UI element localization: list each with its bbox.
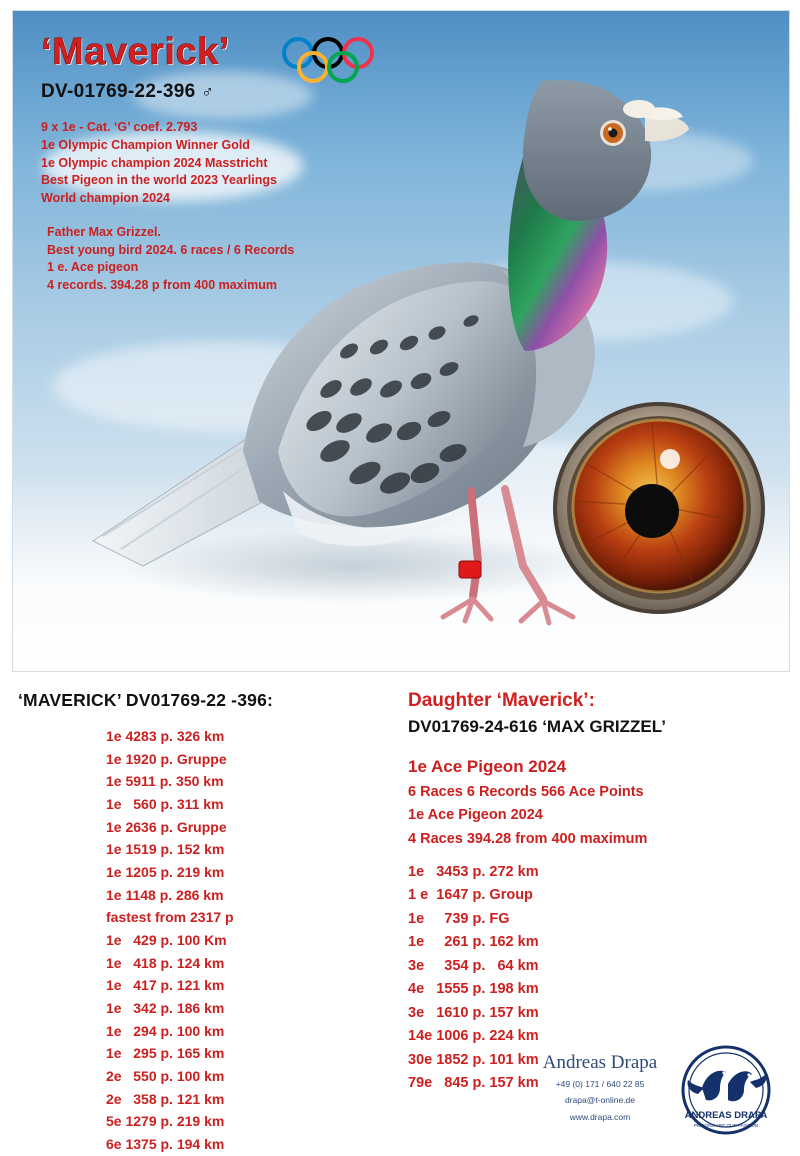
male-symbol-icon: ♂ (201, 82, 215, 101)
ring-number (41, 81, 294, 103)
left-column-title: ‘MAVERICK’ DV01769-22 -396: (18, 690, 274, 710)
achievement-item: 9 x 1e - Cat. ‘G’ coef. 2.793 (41, 120, 198, 134)
svg-text:PIGEONS ARE OUR PASSION: PIGEONS ARE OUR PASSION (693, 1123, 759, 1128)
father-info-item: Best young bird 2024. 6 races / 6 Records (47, 242, 295, 257)
result-row: 1e 418 p. 124 km (106, 954, 225, 971)
result-row: 1e 294 p. 100 km (106, 1022, 225, 1039)
result-row: 1e 417 p. 121 km (106, 977, 225, 994)
father-info-list (41, 224, 294, 295)
highlight-row: 6 Races 6 Records 566 Ace Points (408, 783, 644, 800)
page-title: ‘Maverick’ (41, 31, 230, 73)
result-row: 6e 1375 p. 194 km (106, 1136, 225, 1153)
right-column-title: Daughter ‘Maverick’: (408, 690, 595, 711)
result-row: 4e 1555 p. 198 km (408, 981, 539, 998)
result-row: 1e 3453 p. 272 km (408, 863, 539, 880)
result-row: 1e 261 p. 162 km (408, 934, 539, 951)
result-row: 5e 1279 p. 219 km (106, 1113, 225, 1130)
result-row: 1e 560 p. 311 km (106, 796, 224, 813)
olympic-rings-icon (278, 33, 378, 91)
achievement-item: Best Pigeon in the world 2023 Yearlings (41, 173, 277, 188)
result-row: 1e 1519 p. 152 km (106, 841, 225, 858)
father-info-item: 1 e. Ace pigeon (47, 260, 139, 275)
highlight-row: 4 Races 394.28 from 400 maximum (408, 830, 648, 847)
achievement-item: 1e Olympic Champion Winner Gold (41, 137, 250, 152)
result-row: 1e 1148 p. 286 km (106, 886, 224, 903)
result-row: 1e 2636 p. Gruppe (106, 818, 227, 835)
signature-name: Andreas Drapa (542, 1052, 658, 1073)
result-row: 2e 358 p. 121 km (106, 1090, 225, 1107)
result-row: 2e 550 p. 100 km (106, 1068, 225, 1085)
title-block (41, 33, 294, 295)
result-row: 1e 342 p. 186 km (106, 1000, 225, 1017)
result-row: 1e 5911 p. 350 km (106, 773, 224, 790)
result-row: 1e 4283 p. 326 km (106, 728, 225, 744)
contact-phone: +49 (0) 171 / 640 22 85 (555, 1079, 645, 1089)
signature-block (520, 1052, 680, 1123)
result-row: 1e 295 p. 165 km (106, 1045, 225, 1062)
right-column (408, 690, 788, 1096)
achievement-item: World champion 2024 (41, 191, 170, 205)
result-row: 79e 845 p. 157 km (408, 1075, 539, 1092)
result-row: fastest from 2317 p (106, 909, 234, 926)
father-info-item: Father Max Grizzel. (47, 224, 161, 239)
result-row: 14e 1006 p. 224 km (408, 1028, 539, 1045)
result-row: 30e 1852 p. 101 km (408, 1051, 539, 1068)
result-row: 3e 1610 p. 157 km (408, 1004, 539, 1021)
achievement-item: 1e Olympic champion 2024 Masstricht (41, 155, 268, 170)
father-info-item: 4 records. 394.28 p from 400 maximum (47, 278, 277, 292)
pigeon-photo-panel (12, 10, 790, 672)
result-row: 3e 354 p. 64 km (408, 957, 539, 974)
right-highlights-list (408, 753, 788, 851)
result-row: 1e 1920 p. Gruppe (106, 750, 227, 767)
footer (0, 1040, 800, 1130)
andreas-drapa-logo-icon (672, 1044, 780, 1136)
contact-email[interactable]: drapa@t-online.de (564, 1095, 636, 1106)
contact-website[interactable]: www.drapa.com (569, 1111, 631, 1122)
highlight-row: 1e Ace Pigeon 2024 (408, 757, 567, 776)
achievement-list (41, 119, 294, 208)
result-row: 1e 429 p. 100 Km (106, 932, 227, 949)
ring-number-text: DV-01769-22-396 (41, 81, 196, 102)
highlight-row: 1e Ace Pigeon 2024 (408, 807, 543, 824)
right-column-subtitle: DV01769-24-616 ‘MAX GRIZZEL’ (408, 717, 666, 736)
result-row: 1e 739 p. FG (408, 910, 510, 927)
pigeon-eye-image (552, 401, 767, 616)
result-row: 1e 1205 p. 219 km (106, 864, 225, 881)
svg-text:ANDREAS DRAPA: ANDREAS DRAPA (684, 1110, 768, 1121)
result-row: 1 e 1647 p. Group (408, 887, 533, 904)
